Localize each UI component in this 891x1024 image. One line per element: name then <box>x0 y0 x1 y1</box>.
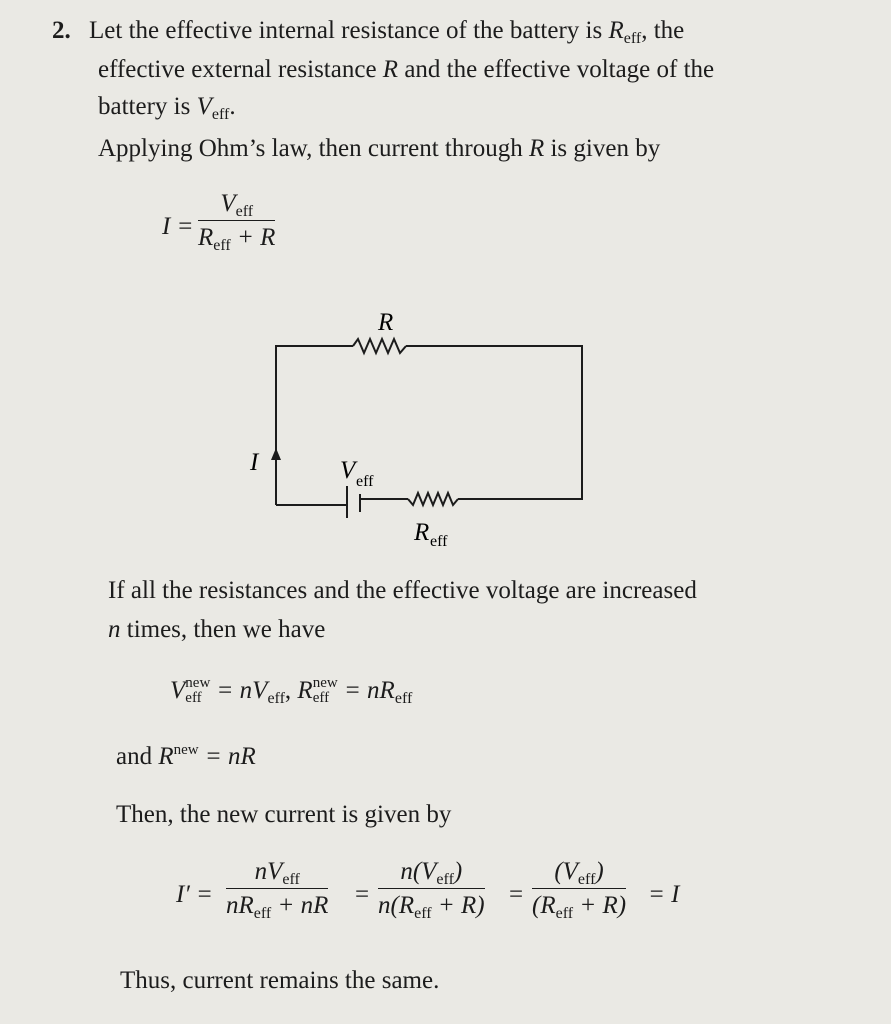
label-Veff-sub: eff <box>356 473 374 490</box>
eq4-lhs: I′ = <box>176 881 213 908</box>
eq1-lhs: I = <box>162 213 194 240</box>
conclusion-text: Thus, current remains the same. <box>120 967 440 994</box>
scaling-line-2: n times, then we have <box>108 616 326 643</box>
top-resistor-icon <box>353 339 406 353</box>
internal-resistor-icon <box>408 493 458 505</box>
eq2: V new eff = $nV_{eff}$, R new eff = $nR_{eff}$ <box>170 675 413 707</box>
eq4-rhs: = I <box>648 881 680 908</box>
problem-number: 2. <box>52 17 71 44</box>
new-current-text: Then, the new current is given by <box>116 801 452 828</box>
eq4-equals-1: = <box>355 881 370 908</box>
eq1-denominator: $R_{eff} + R$ <box>198 224 276 254</box>
problem-line-1: 2. Let the effective internal resistance of the battery is $R_{eff}$, the <box>52 17 685 47</box>
current-arrowhead-icon <box>271 448 281 460</box>
scaling-line-1: If all the resistances and the effective voltage are increased <box>108 577 697 604</box>
label-Reff: R <box>414 519 430 546</box>
ohm-law-text: Applying Ohm’s law, then current through R is given by <box>98 135 661 162</box>
label-R: R <box>378 309 394 336</box>
label-Reff-sub: eff <box>430 533 448 550</box>
label-I: I <box>250 449 259 476</box>
eq4-equals-2: = <box>509 881 524 908</box>
eq4-fraction-3: $(V_{eff})$ $(R_{eff} + R)$ <box>532 858 627 922</box>
eq4-fraction-1: $nV_{eff}$ $nR_{eff}$ + nR <box>226 858 329 922</box>
circuit-wires <box>276 339 582 518</box>
eq3: and $R^{new}$ = nR <box>116 742 256 770</box>
eq1-numerator: $V_{eff}$ <box>198 190 275 221</box>
eq4-fraction-2: $n(V_{eff})$ $n(R_{eff} + R)$ <box>378 858 485 922</box>
label-Veff: V <box>340 457 356 484</box>
problem-line-2: effective external resistance R and the effective voltage of the <box>98 56 715 83</box>
problem-line-3: battery is $V_{eff}$. <box>98 93 236 123</box>
